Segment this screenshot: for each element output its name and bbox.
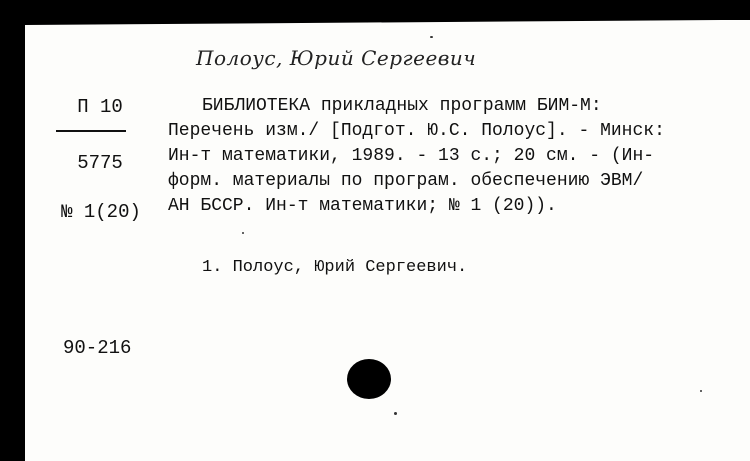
scan-speck: [394, 412, 397, 415]
call-number-issue: № 1(20): [61, 201, 141, 223]
entry-line: Ин-т математики, 1989. - 13 с.; 20 см. - (Ин-: [168, 146, 655, 166]
bibliographic-entry: [168, 94, 728, 219]
call-number-class: П 10: [77, 96, 123, 118]
entry-line: БИБЛИОТЕКА прикладных программ БИМ-М:: [202, 96, 602, 116]
entry-line: АН БССР. Ин-т математики; № 1 (20)).: [168, 196, 557, 216]
card-paper: [25, 20, 750, 461]
accession-number: 90-216: [63, 337, 132, 359]
entry-line: форм. материалы по програм. обеспечению ЭВМ/: [168, 171, 644, 191]
handwritten-author-note: Полоус, Юрий Сергеевич: [196, 46, 477, 70]
punch-hole: [347, 359, 391, 399]
entry-line: Перечень изм./ [Подгот. Ю.С. Полоус]. - Минск:: [168, 121, 665, 141]
author-tracing: 1. Полоус, Юрий Сергеевич.: [202, 258, 468, 277]
scan-speck: [700, 390, 702, 392]
call-number-divider: [56, 130, 126, 132]
scan-speck: [430, 36, 433, 38]
call-number-item: 5775: [77, 152, 123, 174]
scan-speck: [242, 232, 244, 234]
